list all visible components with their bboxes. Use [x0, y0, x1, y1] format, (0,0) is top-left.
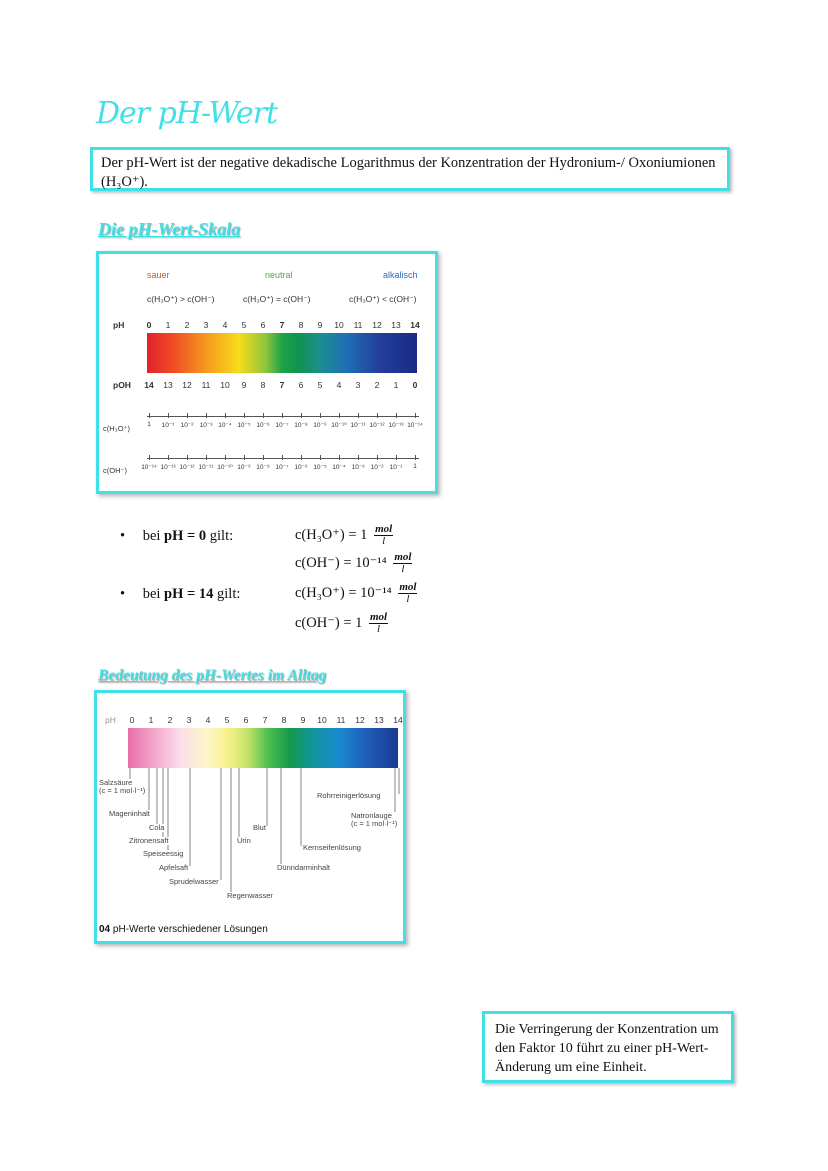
axis-tick	[282, 455, 283, 460]
unit-fraction	[393, 552, 412, 575]
axis-tick	[377, 413, 378, 418]
h3o-tick-label: 10⁻⁵	[237, 422, 251, 429]
ph-tick-label: 4	[222, 320, 228, 330]
caption-number: 04	[99, 924, 111, 935]
equation-text: c(OH⁻) = 10⁻¹⁴	[295, 554, 387, 571]
bullet-suffix: gilt:	[206, 528, 234, 544]
unit-numerator: mol	[370, 611, 388, 623]
alltag-ph-tick: 1	[148, 715, 154, 725]
alltag-ph-tick: 2	[167, 715, 173, 725]
poh-tick-label: 12	[182, 380, 192, 390]
page-title: Der pH-Wert	[96, 96, 278, 131]
ph-tick-label: 3	[203, 320, 209, 330]
axis-tick	[301, 455, 302, 460]
oh-tick-label: 10⁻⁹	[237, 464, 251, 471]
poh-tick-label: 14	[144, 380, 154, 390]
bullet-condition: pH = 14	[164, 586, 214, 602]
ph-tick-label: 1	[165, 320, 171, 330]
ph-tick-label: 11	[353, 320, 363, 330]
axis-tick	[415, 413, 416, 418]
equation-line	[295, 552, 412, 575]
poh-tick-label: 7	[279, 380, 285, 390]
h3o-tick-label: 10⁻¹⁰	[331, 422, 347, 429]
substance-concentration: (c = 1 mol·l⁻¹)	[351, 819, 398, 828]
h3o-tick-label: 10⁻⁸	[294, 422, 308, 429]
substance-label: Sprudelwasser	[169, 877, 219, 886]
axis-tick	[339, 413, 340, 418]
axis-tick	[149, 455, 150, 460]
ph-tick-label: 13	[391, 320, 401, 330]
axis-tick	[149, 413, 150, 418]
oh-tick-label: 1	[413, 463, 417, 470]
ph-tick-label: 0	[146, 320, 152, 330]
axis-tick	[320, 455, 321, 460]
ph-axis-label: pH	[113, 320, 125, 330]
alltag-ph-tick: 11	[336, 715, 346, 725]
poh-axis-label: pOH	[113, 380, 131, 390]
ph-tick-label: 9	[317, 320, 323, 330]
h3o-tick-label: 10⁻³	[199, 422, 213, 429]
alltag-ph-tick: 0	[129, 715, 135, 725]
bullet-list	[120, 523, 440, 638]
oh-tick-label: 10⁻⁴	[332, 464, 346, 471]
caption-text: pH-Werte verschiedener Lösungen	[112, 924, 268, 935]
h3o-tick-label: 10⁻¹⁴	[407, 422, 423, 429]
alltag-ph-tick: 9	[300, 715, 306, 725]
alltag-ph-tick: 8	[281, 715, 287, 725]
alltag-ph-tick: 13	[374, 715, 384, 725]
ph-color-bar	[147, 333, 417, 373]
equation-text: c(H₃O⁺) = 10⁻¹⁴	[295, 584, 392, 601]
bullet-item	[120, 528, 233, 545]
poh-tick-label: 13	[163, 380, 173, 390]
ph-tick-label: 8	[298, 320, 304, 330]
ph-tick-label: 7	[279, 320, 285, 330]
substance-concentration: (c = 1 mol·l⁻¹)	[99, 786, 146, 795]
unit-fraction	[369, 612, 388, 635]
axis-tick	[320, 413, 321, 418]
axis-tick	[339, 455, 340, 460]
substance-label: Blut	[253, 823, 266, 832]
h3o-tick-label: 10⁻¹²	[369, 422, 385, 429]
poh-tick-label: 3	[355, 380, 361, 390]
poh-tick-label: 6	[298, 380, 304, 390]
alltag-heading: Bedeutung des pH-Wertes im Alltag	[98, 667, 327, 684]
h3o-tick-label: 10⁻¹³	[388, 422, 404, 429]
axis-tick	[263, 413, 264, 418]
h3o-tick-label: 10⁻¹¹	[350, 422, 366, 429]
poh-tick-label: 5	[317, 380, 323, 390]
h3o-tick-label: 10⁻⁷	[275, 422, 289, 429]
axis-tick	[396, 455, 397, 460]
axis-tick	[396, 413, 397, 418]
alltag-ph-tick: 6	[243, 715, 249, 725]
h3o-tick-label: 10⁻⁶	[256, 422, 270, 429]
oh-tick-label: 10⁻¹¹	[198, 464, 214, 471]
oh-tick-label: 10⁻⁸	[256, 464, 270, 471]
sauer-label: sauer	[147, 270, 170, 280]
poh-tick-label: 11	[201, 380, 211, 390]
neutral-label: neutral	[265, 270, 293, 280]
axis-tick	[187, 455, 188, 460]
substance-label: Dünndarminhalt	[277, 863, 330, 872]
equation-text: c(H₃O⁺) = 1	[295, 526, 368, 543]
h3o-tick-label: 10⁻²	[180, 422, 194, 429]
axis-tick	[225, 413, 226, 418]
h3o-tick-label: 10⁻⁹	[313, 422, 327, 429]
alltag-ph-label: pH	[105, 715, 116, 725]
definition-box: Der pH-Wert ist der negative dekadische Logarithmus der Konzentration der Hydronium-/ Oxoniumionen (H₃O⁺).	[90, 147, 730, 191]
relation-neutral: c(H₃O⁺) = c(OH⁻)	[243, 294, 311, 304]
oh-tick-label: 10⁻⁷	[275, 464, 289, 471]
oh-tick-label: 10⁻⁵	[313, 464, 327, 471]
unit-denominator: l	[382, 535, 386, 547]
equation-line	[295, 612, 388, 635]
unit-fraction	[374, 524, 393, 547]
ph-tick-label: 10	[334, 320, 344, 330]
alltag-ph-tick: 10	[317, 715, 327, 725]
substance-label: Urin	[237, 836, 251, 845]
relation-acid: c(H₃O⁺) > c(OH⁻)	[147, 294, 215, 304]
oh-tick-label: 10⁻¹⁰	[217, 464, 233, 471]
axis-tick	[415, 455, 416, 460]
unit-denominator: l	[406, 593, 410, 605]
ph-tick-label: 5	[241, 320, 247, 330]
alltag-ph-tick: 3	[186, 715, 192, 725]
poh-tick-label: 1	[393, 380, 399, 390]
oh-tick-label: 10⁻¹	[389, 464, 403, 471]
substance-label: Speiseessig	[143, 849, 184, 858]
unit-numerator: mol	[399, 581, 417, 593]
substance-label: Zitronensaft	[129, 836, 169, 845]
note-box: Die Verringerung der Konzentration um den Faktor 10 führt zu einer pH-Wert-Änderung um eine Einheit.	[482, 1011, 734, 1083]
substance-label: Apfelsaft	[159, 863, 189, 872]
oh-tick-label: 10⁻⁶	[294, 464, 308, 471]
axis-tick	[206, 455, 207, 460]
alltag-ph-tick: 7	[262, 715, 268, 725]
ph-tick-label: 12	[372, 320, 382, 330]
oh-tick-label: 10⁻³	[351, 464, 365, 471]
bullet-prefix: bei	[142, 586, 165, 602]
unit-denominator: l	[401, 563, 405, 575]
substance-label: Rohrreinigerlösung	[317, 791, 381, 800]
unit-numerator: mol	[394, 551, 412, 563]
axis-tick	[263, 455, 264, 460]
axis-tick	[168, 413, 169, 418]
substance-label: Natronlauge (c = 1 mol·l⁻¹)	[351, 811, 398, 828]
axis-tick	[282, 413, 283, 418]
oh-tick-label: 10⁻¹²	[179, 464, 195, 471]
bullet-prefix: bei	[142, 528, 165, 544]
unit-numerator: mol	[375, 523, 393, 535]
poh-tick-label: 9	[241, 380, 247, 390]
axis-tick	[358, 455, 359, 460]
ph-tick-label: 14	[410, 320, 420, 330]
axis-tick	[377, 455, 378, 460]
poh-tick-label: 0	[412, 380, 418, 390]
alltag-ph-tick: 14	[393, 715, 403, 725]
axis-tick	[168, 455, 169, 460]
alkalisch-label: alkalisch	[383, 270, 418, 280]
axis-tick	[244, 455, 245, 460]
oh-tick-label: 10⁻¹⁴	[141, 464, 157, 471]
ph-tick-label: 6	[260, 320, 266, 330]
substance-label: Salzsäure (c = 1 mol·l⁻¹)	[99, 778, 146, 795]
axis-tick	[187, 413, 188, 418]
poh-tick-label: 8	[260, 380, 266, 390]
poh-tick-label: 2	[374, 380, 380, 390]
bullet-suffix: gilt:	[213, 586, 241, 602]
bullet-item	[120, 586, 240, 603]
substance-label: Mageninhalt	[109, 809, 150, 818]
h3o-tick-label: 10⁻⁴	[218, 422, 232, 429]
axis-tick	[358, 413, 359, 418]
alltag-figure	[94, 690, 406, 944]
oh-tick-label: 10⁻²	[370, 464, 384, 471]
ph-tick-label: 2	[184, 320, 190, 330]
alltag-ph-tick: 12	[355, 715, 365, 725]
unit-denominator: l	[377, 623, 381, 635]
ph-scale-figure	[96, 251, 438, 494]
oh-axis-label: c(OH⁻)	[103, 466, 127, 475]
alltag-ph-tick: 5	[224, 715, 230, 725]
poh-tick-label: 4	[336, 380, 342, 390]
bullet-dot: •	[120, 586, 126, 602]
substance-label: Regenwasser	[227, 891, 273, 900]
axis-tick	[244, 413, 245, 418]
unit-fraction	[398, 582, 417, 605]
axis-tick	[301, 413, 302, 418]
scale-heading: Die pH-Wert-Skala	[98, 219, 241, 239]
substance-label: Cola	[149, 823, 165, 832]
figure-caption	[99, 924, 268, 935]
oh-tick-label: 10⁻¹³	[160, 464, 176, 471]
axis-tick	[206, 413, 207, 418]
h3o-axis-label: c(H₃O⁺)	[103, 424, 131, 433]
h3o-tick-label: 10⁻¹	[161, 422, 175, 429]
substance-label: Kernseifenlösung	[303, 843, 361, 852]
equation-text: c(OH⁻) = 1	[295, 614, 363, 631]
h3o-tick-label: 1	[147, 421, 151, 428]
bullet-dot: •	[120, 528, 126, 544]
alltag-ph-tick: 4	[205, 715, 211, 725]
relation-base: c(H₃O⁺) < c(OH⁻)	[349, 294, 417, 304]
equation-line	[295, 582, 417, 605]
bullet-condition: pH = 0	[164, 528, 207, 544]
equation-line	[295, 524, 393, 547]
axis-tick	[225, 455, 226, 460]
poh-tick-label: 10	[220, 380, 230, 390]
